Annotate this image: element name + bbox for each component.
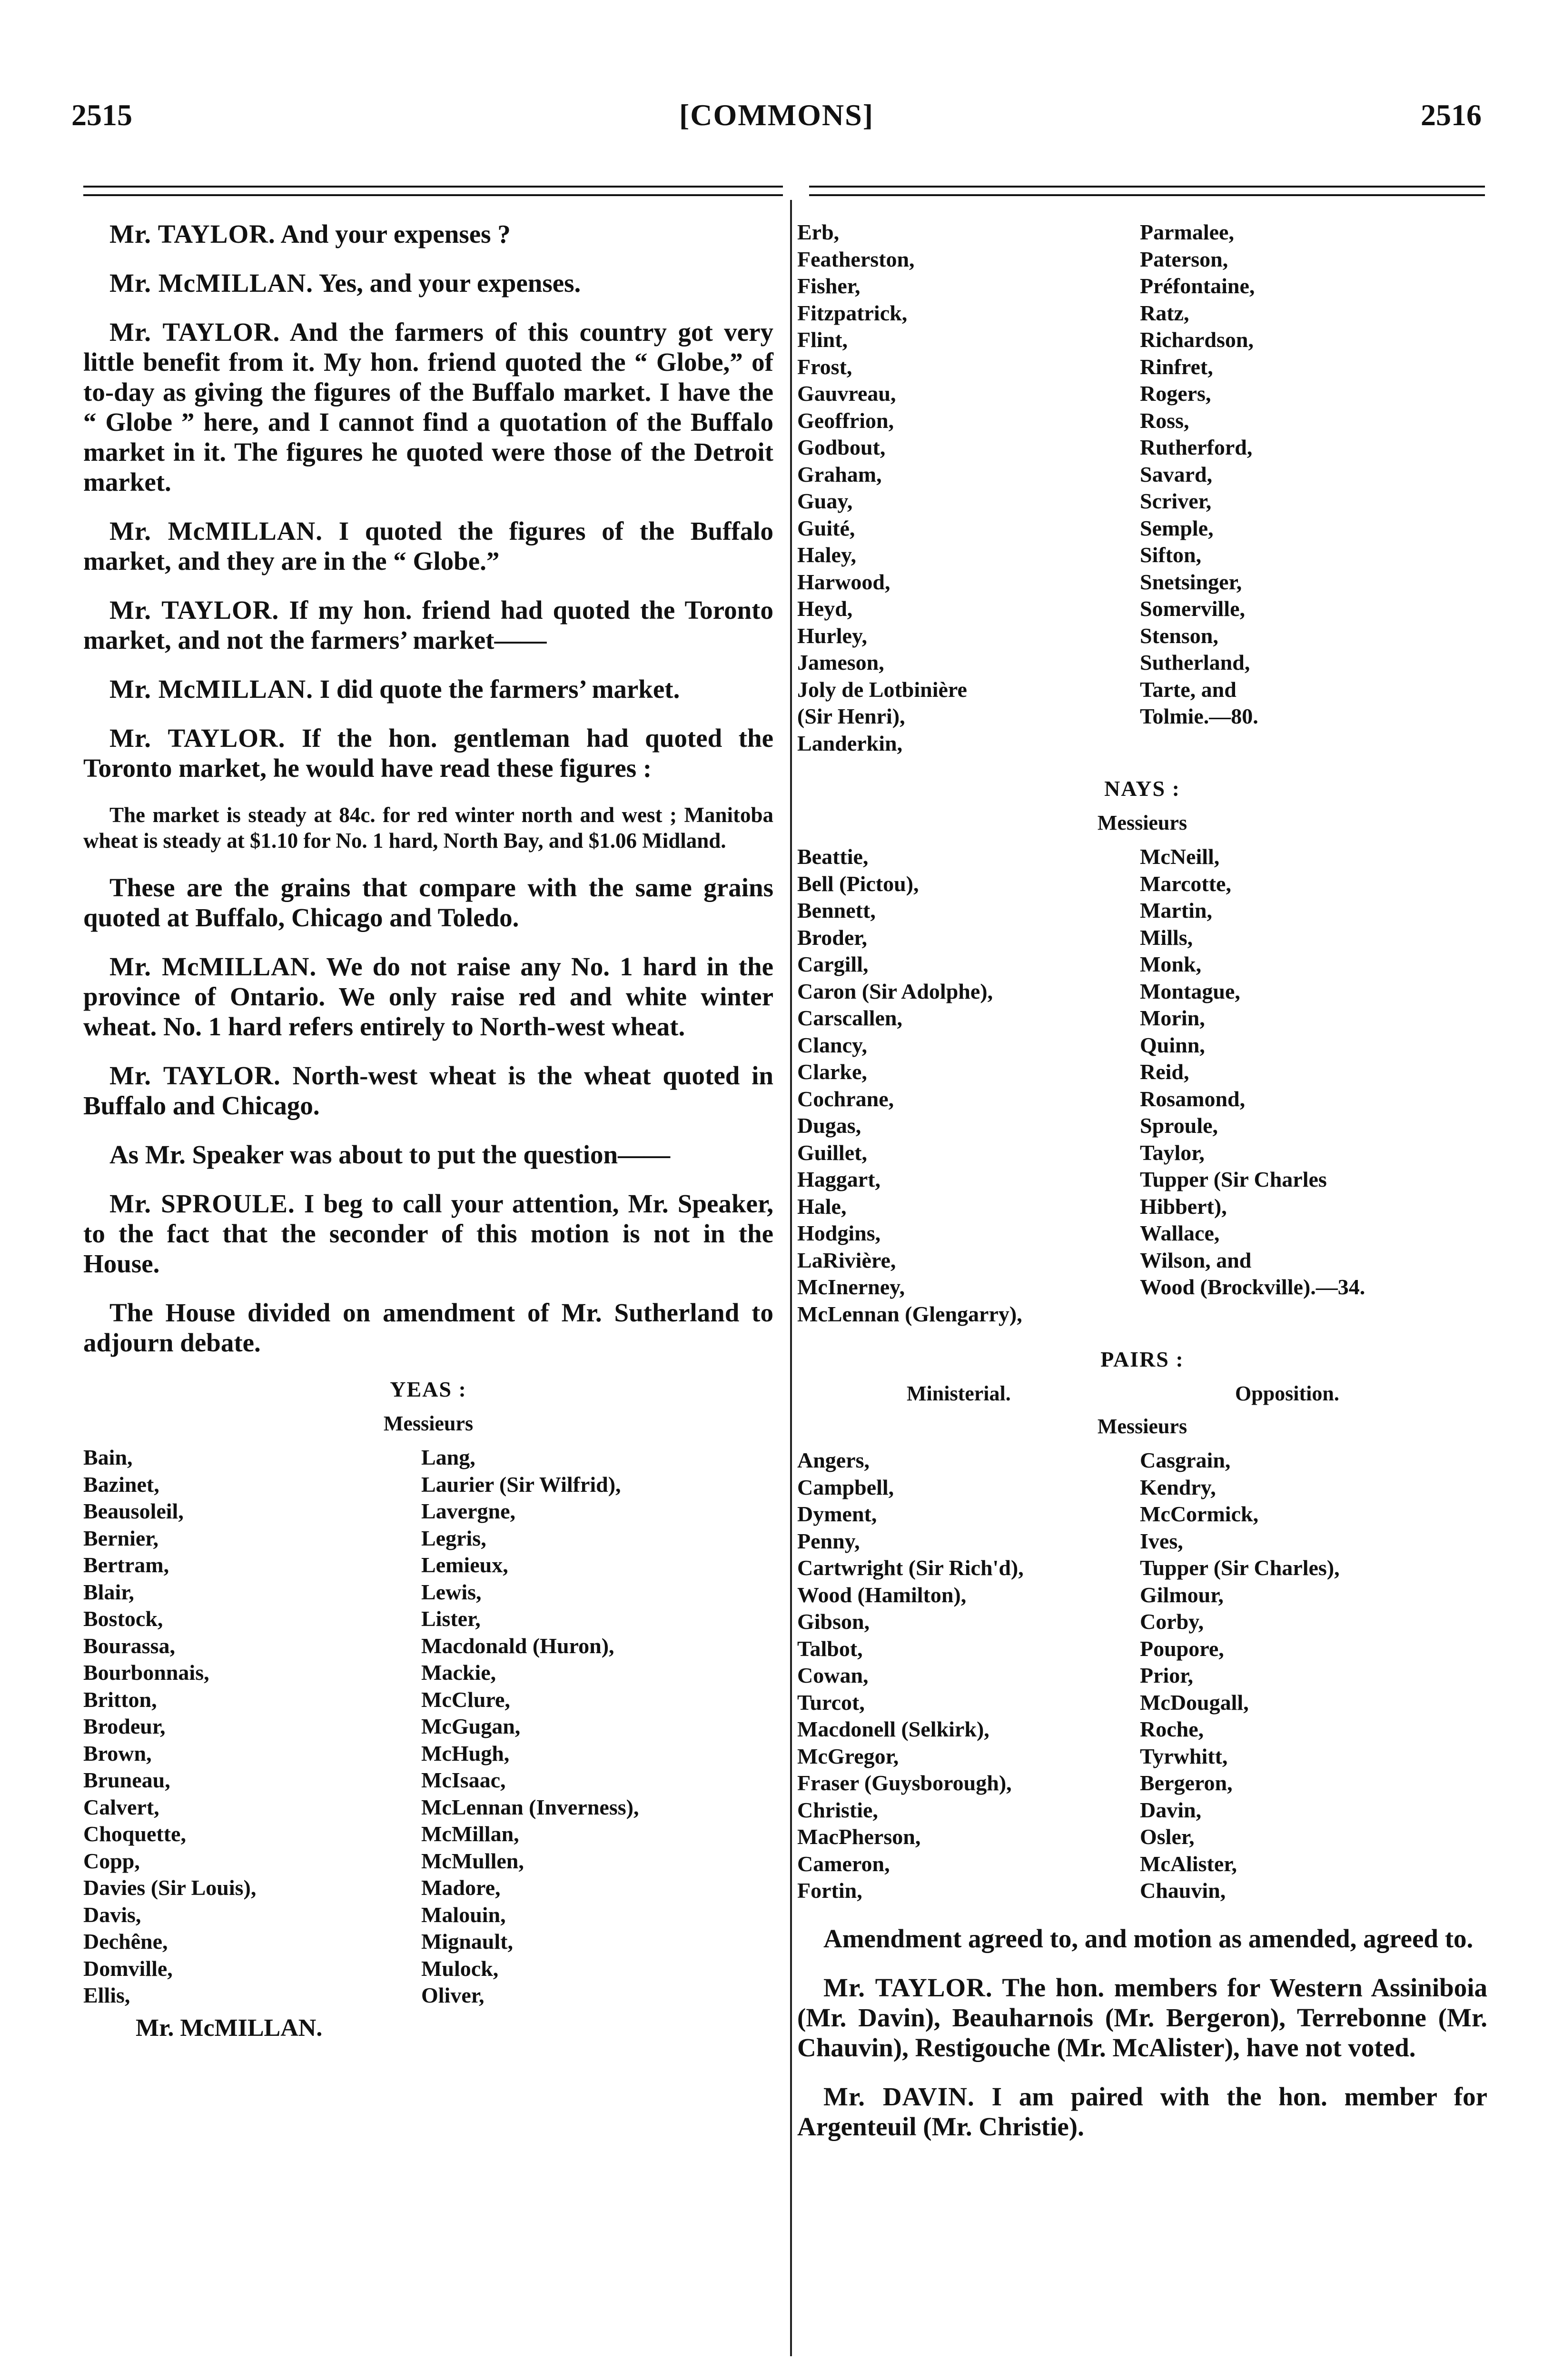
- member-name: Guillet,: [797, 1140, 867, 1165]
- member-name: Parmalee,: [1140, 220, 1234, 244]
- messieurs-heading: Messieurs: [1097, 1415, 1187, 1438]
- member-name: Davies (Sir Louis),: [83, 1875, 257, 1900]
- speech: [83, 674, 773, 704]
- member-name: Rutherford,: [1140, 435, 1253, 459]
- member-name: Bourbonnais,: [83, 1660, 209, 1685]
- messieurs-heading: Messieurs: [1097, 811, 1187, 834]
- member-name: McInerney,: [797, 1275, 905, 1299]
- header-rule-right: [809, 186, 1485, 196]
- member-name: Gilmour,: [1140, 1582, 1224, 1607]
- member-name: Bazinet,: [83, 1472, 159, 1497]
- member-name: McMillan,: [421, 1822, 519, 1846]
- member-name: Semple,: [1140, 516, 1214, 540]
- member-name: Blair,: [83, 1579, 134, 1604]
- member-name: Corby,: [1140, 1609, 1204, 1634]
- member-name: Davin,: [1140, 1797, 1202, 1822]
- member-name: Fortin,: [797, 1878, 862, 1903]
- speech-text: And the farmers of this country got very little benefit from it. My hon. friend quoted the “ Globe,” of to-day as giving the figures of the Buffalo market. I have the “ Globe ” here, and I cannot find a quotation of the Buffalo market in it. The figures he quoted were those of the Detroit market.: [83, 317, 773, 496]
- member-name: Broder,: [797, 925, 867, 950]
- member-name: Malouin,: [421, 1902, 506, 1927]
- member-name: Préfontaine,: [1140, 274, 1255, 298]
- member-name: Laurier (Sir Wilfrid),: [421, 1472, 621, 1497]
- member-name: Chauvin,: [1140, 1878, 1226, 1903]
- column-divider: [790, 200, 792, 2356]
- member-name: Calvert,: [83, 1795, 159, 1819]
- member-name: Bain,: [83, 1445, 133, 1469]
- member-name: Campbell,: [797, 1475, 894, 1499]
- member-name: Cowan,: [797, 1663, 869, 1687]
- member-name: Dugas,: [797, 1113, 861, 1138]
- speaker-name: Mr. McMILLAN.: [109, 516, 323, 545]
- member-name: Jameson,: [797, 650, 884, 674]
- member-name: Carscallen,: [797, 1006, 903, 1030]
- member-name: McDougall,: [1140, 1690, 1249, 1715]
- member-name: McCormick,: [1140, 1502, 1259, 1526]
- member-name: McIsaac,: [421, 1768, 506, 1792]
- page-number-left: 2515: [71, 98, 132, 132]
- yeas-list: [83, 1444, 773, 2009]
- speech-text: Yes, and your expenses.: [318, 268, 581, 298]
- member-name: McAlister,: [1140, 1851, 1237, 1876]
- speech: [83, 595, 773, 655]
- speech-text: If the hon. gentleman had quoted the Toronto market, he would have read these figures :: [83, 724, 774, 783]
- member-name: Bergeron,: [1140, 1771, 1233, 1795]
- member-name: Heyd,: [797, 596, 853, 621]
- speech-group: [83, 952, 773, 1121]
- member-name: Wood (Brockville).—34.: [1140, 1275, 1365, 1299]
- member-name: Tarte, and: [1140, 677, 1236, 702]
- member-name: Angers,: [797, 1448, 870, 1472]
- speech-text: We do not raise any No. 1 hard in the province of Ontario. We only raise red and white winter wheat. No. 1 hard refers entirely to North-west wheat.: [83, 952, 773, 1041]
- member-name: Penny,: [797, 1528, 860, 1553]
- member-name: Joly de Lotbinière: [797, 677, 967, 702]
- member-name: Bennett,: [797, 898, 876, 922]
- member-name: Davis,: [83, 1902, 141, 1927]
- speaker-name: Mr. TAYLOR.: [823, 1973, 993, 2002]
- yeas-heading: YEAS :: [390, 1377, 467, 1401]
- speech-text: I am paired with the hon. member for Argenteuil (Mr. Christie).: [797, 2082, 1488, 2141]
- result-statement: Amendment agreed to, and motion as amended, agreed to.: [823, 1924, 1474, 1953]
- member-name: Lavergne,: [421, 1499, 516, 1523]
- speech: [83, 1061, 773, 1121]
- member-name: Beausoleil,: [83, 1499, 184, 1523]
- member-name: Scriver,: [1140, 489, 1212, 513]
- member-name: Savard,: [1140, 462, 1213, 486]
- member-name: Mills,: [1140, 925, 1193, 950]
- member-name: Oliver,: [421, 1983, 485, 2007]
- speech-group: [83, 219, 773, 783]
- nays-heading: NAYS :: [1104, 776, 1180, 801]
- page-title: [COMMONS]: [679, 98, 874, 132]
- member-name: Dyment,: [797, 1502, 877, 1526]
- speech: [83, 317, 773, 497]
- member-name: Haggart,: [797, 1167, 881, 1191]
- member-name: Paterson,: [1140, 247, 1228, 271]
- speaker-name: Mr. TAYLOR.: [109, 317, 280, 347]
- member-name: Kendry,: [1140, 1475, 1216, 1499]
- member-name: Hale,: [797, 1194, 847, 1219]
- member-name: Gibson,: [797, 1609, 870, 1634]
- speech-text: North-west wheat is the wheat quoted in Buffalo and Chicago.: [83, 1061, 774, 1120]
- member-name: Montague,: [1140, 979, 1240, 1003]
- member-name: Tupper (Sir Charles: [1140, 1167, 1327, 1191]
- speaker-name: Mr. SPROULE.: [109, 1189, 295, 1218]
- opposition-heading: Opposition.: [1235, 1382, 1339, 1405]
- member-name: Clarke,: [797, 1060, 867, 1084]
- member-name: Rinfret,: [1140, 354, 1213, 379]
- member-name: Fitzpatrick,: [797, 300, 908, 325]
- member-name: Ratz,: [1140, 300, 1189, 325]
- member-name: Graham,: [797, 462, 882, 486]
- pairs-heading: PAIRS :: [1100, 1347, 1184, 1371]
- member-name: Domville,: [83, 1956, 173, 1981]
- speech: [83, 516, 773, 576]
- member-name: [1140, 730, 1487, 757]
- member-name: Ives,: [1140, 1528, 1183, 1553]
- page-number-right: 2516: [1421, 98, 1482, 132]
- member-name: Richardson,: [1140, 327, 1254, 352]
- pairs-subheadings: [797, 1381, 1487, 1406]
- member-name: Talbot,: [797, 1636, 863, 1661]
- member-name: Rosamond,: [1140, 1086, 1246, 1111]
- speech: [83, 723, 773, 783]
- member-name: Morin,: [1140, 1006, 1205, 1030]
- member-name: Sutherland,: [1140, 650, 1250, 674]
- member-name: McGugan,: [421, 1714, 521, 1738]
- speech-text: The hon. members for Western Assiniboia (Mr. Davin), Beauharnois (Mr. Bergeron), Terrebonne (Mr. Chauvin), Restigouche (Mr. McAlister), have not voted.: [797, 1973, 1487, 2062]
- member-name: Guité,: [797, 516, 855, 540]
- member-name: McLennan (Glengarry),: [797, 1301, 1022, 1326]
- member-name: Sproule,: [1140, 1113, 1218, 1138]
- nays-list: [797, 843, 1487, 1328]
- member-name: Osler,: [1140, 1825, 1195, 1849]
- member-name: McGregor,: [797, 1744, 899, 1768]
- member-name: Wilson, and: [1140, 1248, 1252, 1272]
- member-name: Tolmie.—80.: [1140, 704, 1258, 728]
- member-name: Gauvreau,: [797, 381, 896, 406]
- member-name: Monk,: [1140, 952, 1202, 976]
- member-name: Lister,: [421, 1606, 481, 1631]
- speech: [83, 952, 773, 1041]
- member-name: Dechêne,: [83, 1929, 168, 1954]
- header-rule-left: [83, 186, 783, 196]
- member-name: Tyrwhitt,: [1140, 1744, 1228, 1768]
- member-name: Fraser (Guysborough),: [797, 1771, 1012, 1795]
- speaker-name: Mr. McMILLAN.: [109, 674, 313, 704]
- member-name: Taylor,: [1140, 1140, 1205, 1165]
- right-column: [797, 219, 1487, 2161]
- member-name: Bertram,: [83, 1553, 169, 1577]
- member-name: Cartwright (Sir Rich'd),: [797, 1556, 1024, 1580]
- member-name: Brown,: [83, 1741, 152, 1765]
- member-name: Ellis,: [83, 1983, 130, 2007]
- member-name: Mackie,: [421, 1660, 496, 1685]
- speaker-name: Mr. DAVIN.: [823, 2082, 975, 2111]
- speaker-name: Mr. McMILLAN.: [109, 952, 317, 981]
- member-name: Rogers,: [1140, 381, 1211, 406]
- member-name: Lang,: [421, 1445, 475, 1469]
- speaker-name: Mr. TAYLOR.: [109, 1061, 281, 1090]
- member-name: Bernier,: [83, 1526, 158, 1550]
- member-name: Casgrain,: [1140, 1448, 1231, 1472]
- speech-text: I did quote the farmers’ market.: [319, 674, 680, 704]
- pairs-list: [797, 1447, 1487, 1904]
- member-name: McLennan (Inverness),: [421, 1795, 639, 1819]
- member-name: Caron (Sir Adolphe),: [797, 979, 993, 1003]
- speech-text: And your expenses ?: [280, 219, 511, 248]
- left-column: [83, 219, 773, 2042]
- ministerial-heading: Ministerial.: [907, 1382, 1011, 1405]
- member-name: Godbout,: [797, 435, 886, 459]
- member-name: Clancy,: [797, 1032, 867, 1057]
- member-name: Copp,: [83, 1848, 140, 1873]
- member-name: Cargill,: [797, 952, 869, 976]
- member-name: Hodgins,: [797, 1221, 881, 1245]
- member-name: LaRivière,: [797, 1248, 896, 1272]
- member-name: Fisher,: [797, 274, 861, 298]
- member-name: Macdonell (Selkirk),: [797, 1717, 989, 1741]
- speech-text: If my hon. friend had quoted the Toronto market, and not the farmers’ market——: [83, 595, 773, 654]
- speaker-name: Mr. TAYLOR.: [109, 724, 286, 753]
- division-statement: The House divided on amendment of Mr. Sutherland to adjourn debate.: [83, 1298, 773, 1357]
- member-name: Featherston,: [797, 247, 915, 271]
- member-name: Mulock,: [421, 1956, 499, 1981]
- member-name: McNeill,: [1140, 844, 1220, 869]
- messieurs-heading: Messieurs: [383, 1412, 474, 1435]
- member-name: Beattie,: [797, 844, 869, 869]
- member-name: Wood (Hamilton),: [797, 1582, 967, 1607]
- speaker-name: Mr. McMILLAN.: [109, 268, 313, 298]
- member-name: Bruneau,: [83, 1768, 170, 1792]
- member-name: Choquette,: [83, 1822, 186, 1846]
- yeas-list-continued: [797, 219, 1487, 757]
- member-name: Madore,: [421, 1875, 501, 1900]
- member-name: Roche,: [1140, 1717, 1204, 1741]
- member-name: Britton,: [83, 1687, 157, 1712]
- page-header: [71, 98, 1482, 155]
- member-name: Bostock,: [83, 1606, 163, 1631]
- member-name: Sifton,: [1140, 543, 1202, 567]
- member-name: Hibbert),: [1140, 1194, 1227, 1219]
- paragraph: These are the grains that compare with the same grains quoted at Buffalo, Chicago and Toledo.: [83, 873, 773, 932]
- member-name: Ross,: [1140, 408, 1189, 433]
- speech-text: I quoted the figures of the Buffalo market, and they are in the “ Globe.”: [83, 516, 773, 575]
- member-name: Cochrane,: [797, 1086, 894, 1111]
- speech: [83, 268, 773, 298]
- member-name: Cameron,: [797, 1851, 890, 1876]
- speaker-name: Mr. TAYLOR.: [109, 219, 276, 248]
- member-name: Poupore,: [1140, 1636, 1224, 1661]
- speech-text: I beg to call your attention, Mr. Speaker, to the fact that the seconder of this motion is not in the House.: [83, 1189, 773, 1278]
- member-name: Erb,: [797, 220, 840, 244]
- speech: [83, 219, 773, 249]
- member-name: Quinn,: [1140, 1032, 1205, 1057]
- member-name: McHugh,: [421, 1741, 510, 1765]
- member-name: Martin,: [1140, 898, 1213, 922]
- member-name: Frost,: [797, 354, 852, 379]
- member-name: Christie,: [797, 1797, 878, 1822]
- member-name: Wallace,: [1140, 1221, 1220, 1245]
- member-name: MacPherson,: [797, 1825, 921, 1849]
- member-name: Hurley,: [797, 623, 867, 648]
- page-footer: Mr. McMILLAN.: [136, 2014, 323, 2042]
- member-name: Landerkin,: [797, 731, 903, 755]
- member-name: Harwood,: [797, 569, 890, 594]
- member-name: Turcot,: [797, 1690, 865, 1715]
- member-name: Geoffrion,: [797, 408, 894, 433]
- member-name: Lemieux,: [421, 1553, 508, 1577]
- member-name: Somerville,: [1140, 596, 1245, 621]
- member-name: Legris,: [421, 1526, 486, 1550]
- member-name: Lewis,: [421, 1579, 482, 1604]
- member-name: McClure,: [421, 1687, 510, 1712]
- speech: [797, 1973, 1487, 2063]
- member-name: Flint,: [797, 327, 848, 352]
- member-name: (Sir Henri),: [797, 704, 905, 728]
- member-name: Tupper (Sir Charles),: [1140, 1556, 1340, 1580]
- member-name: Reid,: [1140, 1060, 1189, 1084]
- member-name: Haley,: [797, 543, 856, 567]
- member-name: Snetsinger,: [1140, 569, 1242, 594]
- member-name: Bell (Pictou),: [797, 871, 919, 896]
- member-name: Mignault,: [421, 1929, 513, 1954]
- member-name: Bourassa,: [83, 1633, 175, 1658]
- member-name: Marcotte,: [1140, 871, 1231, 896]
- speaker-note: As Mr. Speaker was about to put the question——: [109, 1140, 671, 1169]
- member-name: Stenson,: [1140, 623, 1218, 648]
- member-name: Macdonald (Huron),: [421, 1633, 614, 1658]
- member-name: [1140, 1301, 1487, 1328]
- member-name: McMullen,: [421, 1848, 524, 1873]
- speech: [83, 1189, 773, 1279]
- market-quote: The market is steady at 84c. for red winter north and west ; Manitoba wheat is steady at $1.10 for No. 1 hard, North Bay, and $1.06 Midland.: [83, 803, 773, 853]
- member-name: Guay,: [797, 489, 853, 513]
- member-name: Prior,: [1140, 1663, 1193, 1687]
- member-name: Brodeur,: [83, 1714, 166, 1738]
- speech: [797, 2082, 1487, 2142]
- speaker-name: Mr. TAYLOR.: [109, 595, 279, 625]
